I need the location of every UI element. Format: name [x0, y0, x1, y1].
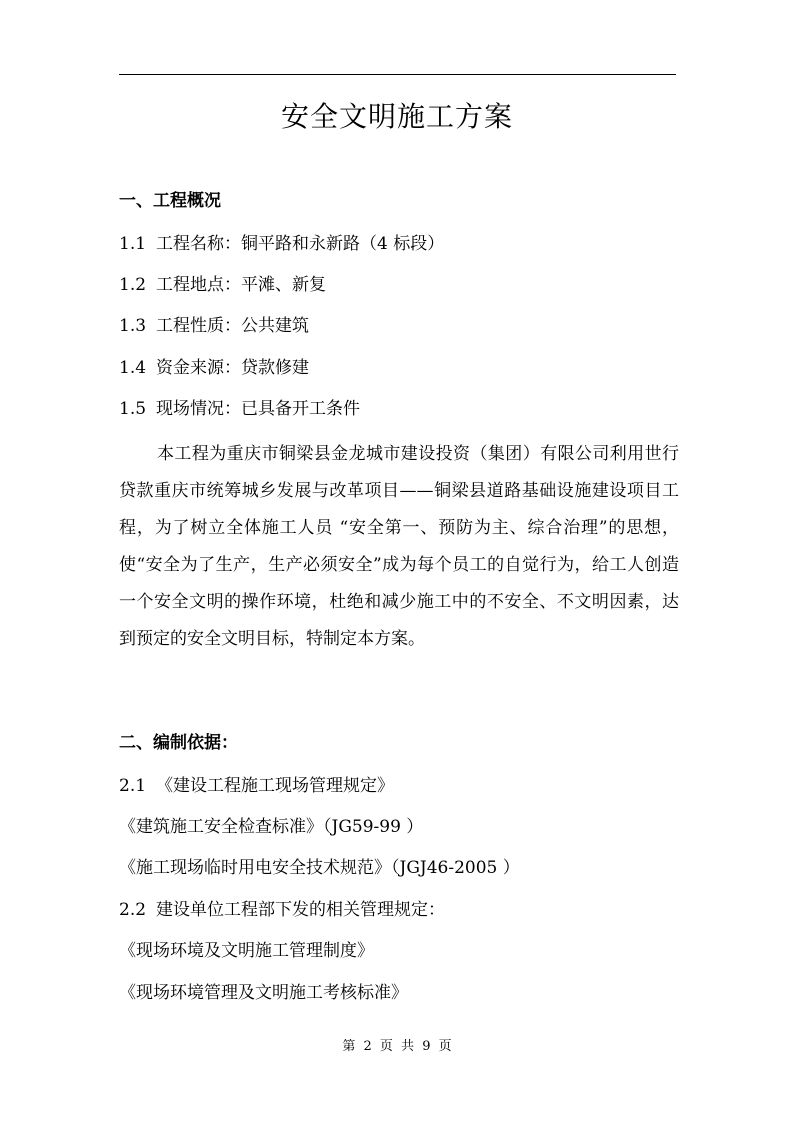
- reference-line: [119, 856, 520, 880]
- item-number: 2.1: [119, 776, 147, 796]
- item-1-1: [119, 232, 444, 256]
- item-text: 工程性质：公共建筑: [156, 316, 310, 336]
- item-text: 《建设工程施工现场管理规定》: [156, 776, 395, 796]
- item-text: 建设单位工程部下发的相关管理规定：: [156, 900, 446, 920]
- item-1-4: [119, 356, 309, 380]
- reference-text: 《施工现场临时用电安全技术规范》（JGJ46-2005 ）: [119, 858, 520, 878]
- item-text: 资金来源：贷款修建: [156, 358, 310, 378]
- document-title: 安全文明施工方案: [280, 100, 513, 133]
- item-text: 工程地点：平滩、新复: [156, 275, 327, 295]
- item-1-3: [119, 314, 309, 338]
- item-number: 1.1: [119, 234, 147, 254]
- item-number: 1.4: [119, 358, 147, 378]
- item-text: 工程名称：铜平路和永新路（4 标段）: [156, 234, 445, 254]
- page-footer: 第 2 页 共 9 页: [342, 1039, 452, 1054]
- reference-line: [119, 981, 408, 1005]
- reference-text: 《建筑施工安全检查标准》（JG59-99 ）: [119, 817, 424, 837]
- header-rule: [119, 74, 676, 75]
- item-2-1: [119, 774, 394, 798]
- reference-text: 《现场环境及文明施工管理制度》: [119, 941, 374, 961]
- section-1-heading: 一、工程概况: [119, 191, 221, 211]
- item-number: 2.2: [119, 900, 147, 920]
- reference-text: 《现场环境管理及文明施工考核标准》: [119, 983, 408, 1003]
- reference-line: [119, 939, 374, 963]
- overview-paragraph: 本工程为重庆市铜梁县金龙城市建设投资（集团）有限公司利用世行贷款重庆市统筹城乡发展与改革项目——铜梁县道路基础设施建设项目工程，为了树立全体施工人员 “安全第一、预防为主、综合治理”的思想，使“安全为了生产，生产必须安全”成为每个员工的自觉行为，给工人创造一个安全文明的操作环境，杜绝和减少施工中的不安全、不文明因素，达到预定的安全文明目标，特制定本方案。: [119, 444, 679, 649]
- item-text: 现场情况：已具备开工条件: [156, 399, 361, 419]
- item-1-2: [119, 273, 326, 297]
- item-1-5: [119, 397, 360, 421]
- item-2-2: [119, 898, 445, 922]
- item-number: 1.2: [119, 275, 147, 295]
- item-number: 1.5: [119, 399, 147, 419]
- reference-line: [119, 815, 423, 839]
- section-2-heading: 二、编制依据：: [119, 733, 238, 753]
- item-number: 1.3: [119, 316, 147, 336]
